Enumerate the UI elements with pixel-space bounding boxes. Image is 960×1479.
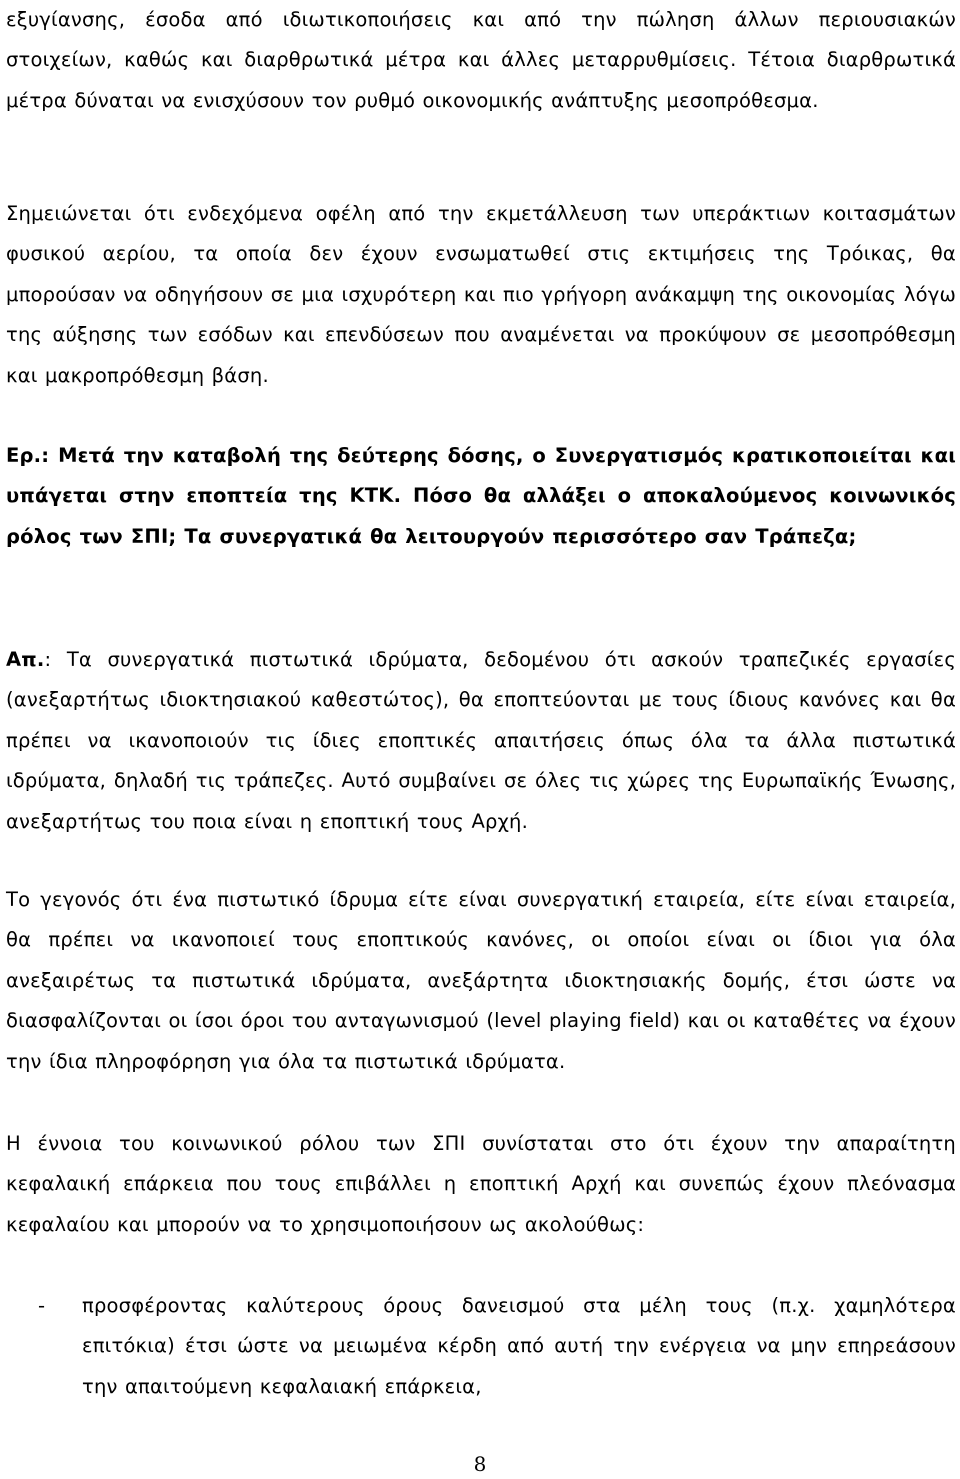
paragraph-privatization: εξυγίανσης, έσοδα από ιδιωτικοποιήσεις και από την πώληση άλλων περιουσιακών στοιχείων, καθώς και διαρθρωτικά μέτρα και άλλες μεταρρυθμίσεις. Τέτοια διαρθρωτικά μέτρα δύναται να ενισχύσουν τον ρυθμό οικονομικής ανάπτυξης μεσοπρόθεσμα. (6, 8, 956, 112)
answer-text: : Τα συνεργατικά πιστωτικά ιδρύματα, δεδομένου ότι ασκούν τραπεζικές εργασίες (ανεξαρτήτως ιδιοκτησιακού καθεστώτος), θα εποπτεύονται με τους ίδιους κανόνες και θα πρέπει να ικανοποιούν τις ίδιες εποπτικές απαιτήσεις όπως όλα τα άλλα πιστωτικά ιδρύματα, δηλαδή τις τράπεζες. Αυτό συμβαίνει σε όλες τις χώρες της Ευρωπαϊκής Ένωσης, ανεξαρτήτως του ποια είναι η εποπτική τους Αρχή. (6, 648, 956, 833)
question-text: Μετά την καταβολή της δεύτερης δόσης, ο Συνεργατισμός κρατικοποιείται και υπάγεται στην εποπτεία της ΚΤΚ. Πόσο θα αλλάξει ο αποκαλούμενος κοινωνικός ρόλος των ΣΠΙ; Τα συνεργατικά θα λειτουργούν περισσότερο σαν Τράπεζα; (6, 444, 956, 548)
interview-answer (6, 640, 956, 842)
paragraph-level-playing-field: Το γεγονός ότι ένα πιστωτικό ίδρυμα είτε είναι συνεργατική εταιρεία, είτε είναι εταιρεία, θα πρέπει να ικανοποιεί τους εποπτικούς κανόνες, οι οποίοι είναι οι ίδιοι για όλα ανεξαιρέτως τα πιστωτικά ιδρύματα, ανεξάρτητα ιδιοκτησιακής δομής, έτσι ώστε να διασφαλίζονται οι ίσοι όροι του ανταγωνισμού (level playing field) και οι καταθέτες να έχουν την ίδια πληροφόρηση για όλα τα πιστωτικά ιδρύματα. (6, 888, 956, 1073)
page-number: 8 (473, 1452, 487, 1476)
bullet-text: προσφέροντας καλύτερους όρους δανεισμού στα μέλη τους (π.χ. χαμηλότερα επιτόκια) έτσι ώστε να μειωμένα κέρδη από αυτή την ενέργεια να μην επηρεάσουν την απαιτούμενη κεφαλαιακή επάρκεια, (82, 1294, 956, 1398)
paragraph-social-role: Η έννοια του κοινωνικού ρόλου των ΣΠΙ συνίσταται στο ότι έχουν την απαραίτητη κεφαλαική επάρκεια που τους επιβάλλει η εποπτική Αρχή και συνεπώς έχουν πλεόνασμα κεφαλαίου και μπορούν να το χρησιμοποιήσουν ως ακολούθως: (6, 1132, 956, 1236)
paragraph-natural-gas: Σημειώνεται ότι ενδεχόμενα οφέλη από την εκμετάλλευση των υπεράκτιων κοιτασμάτων φυσικού αερίου, τα οποία δεν έχουν ενσωματωθεί στις εκτιμήσεις της Τρόικας, θα μπορούσαν να οδηγήσουν σε μια ισχυρότερη και πιο γρήγορη ανάκαμψη της οικονομίας λόγω της αύξησης των εσόδων και επενδύσεων που αναμένεται να προκύψουν σε μεσοπρόθεσμη και μακροπρόθεσμη βάση. (6, 202, 956, 387)
interview-question (6, 436, 956, 557)
bullet-marker: - (38, 1294, 46, 1317)
answer-label: Απ. (6, 648, 45, 671)
question-label: Ερ.: (6, 444, 50, 467)
